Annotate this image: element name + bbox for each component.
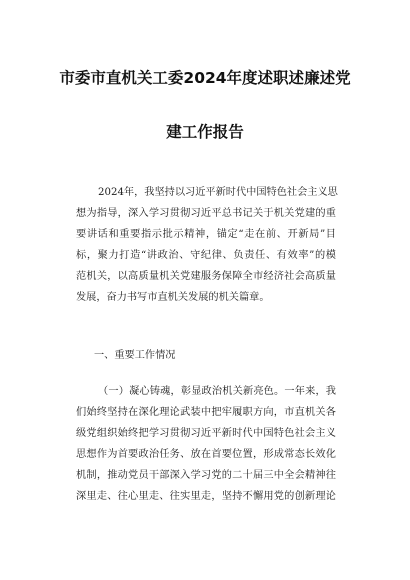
paragraph-line: 标，聚力打造“讲政治、守纪律、负责任、有效率”的模 [76,250,336,261]
paragraph-line: 深里走、往心里走、往实里走，坚持不懈用党的创新理论 [76,491,336,502]
paragraph-line: （一）凝心铸魂，彰显政治机关新亮色。一年来，我 [98,386,336,397]
paragraph-line: 思想作为首要政治任务、放在首要位置，形成常态长效化 [76,449,336,460]
paragraph-line: 想为指导，深入学习贯彻习近平总书记关于机关党建的重 [76,208,336,219]
paragraph-line: 要讲话和重要指示批示精神，锚定“走在前、开新局”目 [76,229,336,240]
document-title-line-2: 建工作报告 [166,123,244,141]
paragraph-line: 2024年，我坚持以习近平新时代中国特色社会主义思 [98,187,338,198]
paragraph-line: 发展，奋力书写市直机关发展的机关篇章。 [76,292,270,303]
paragraph-line: 机制，推动党员干部深入学习党的二十届三中全会精神往 [76,470,336,481]
paragraph-line: 范机关，以高质量机关党建服务保障全市经济社会高质量 [76,271,336,282]
paragraph-line: 级党组织始终把学习贯彻习近平新时代中国特色社会主义 [76,428,336,439]
document-title-line-1: 市委市直机关工委2024年度述职述廉述党 [59,69,351,87]
paragraph-line: 们始终坚持在深化理论武装中把牢履职方向，市直机关各 [76,407,336,418]
section-heading: 一、重要工作情况 [94,350,176,361]
